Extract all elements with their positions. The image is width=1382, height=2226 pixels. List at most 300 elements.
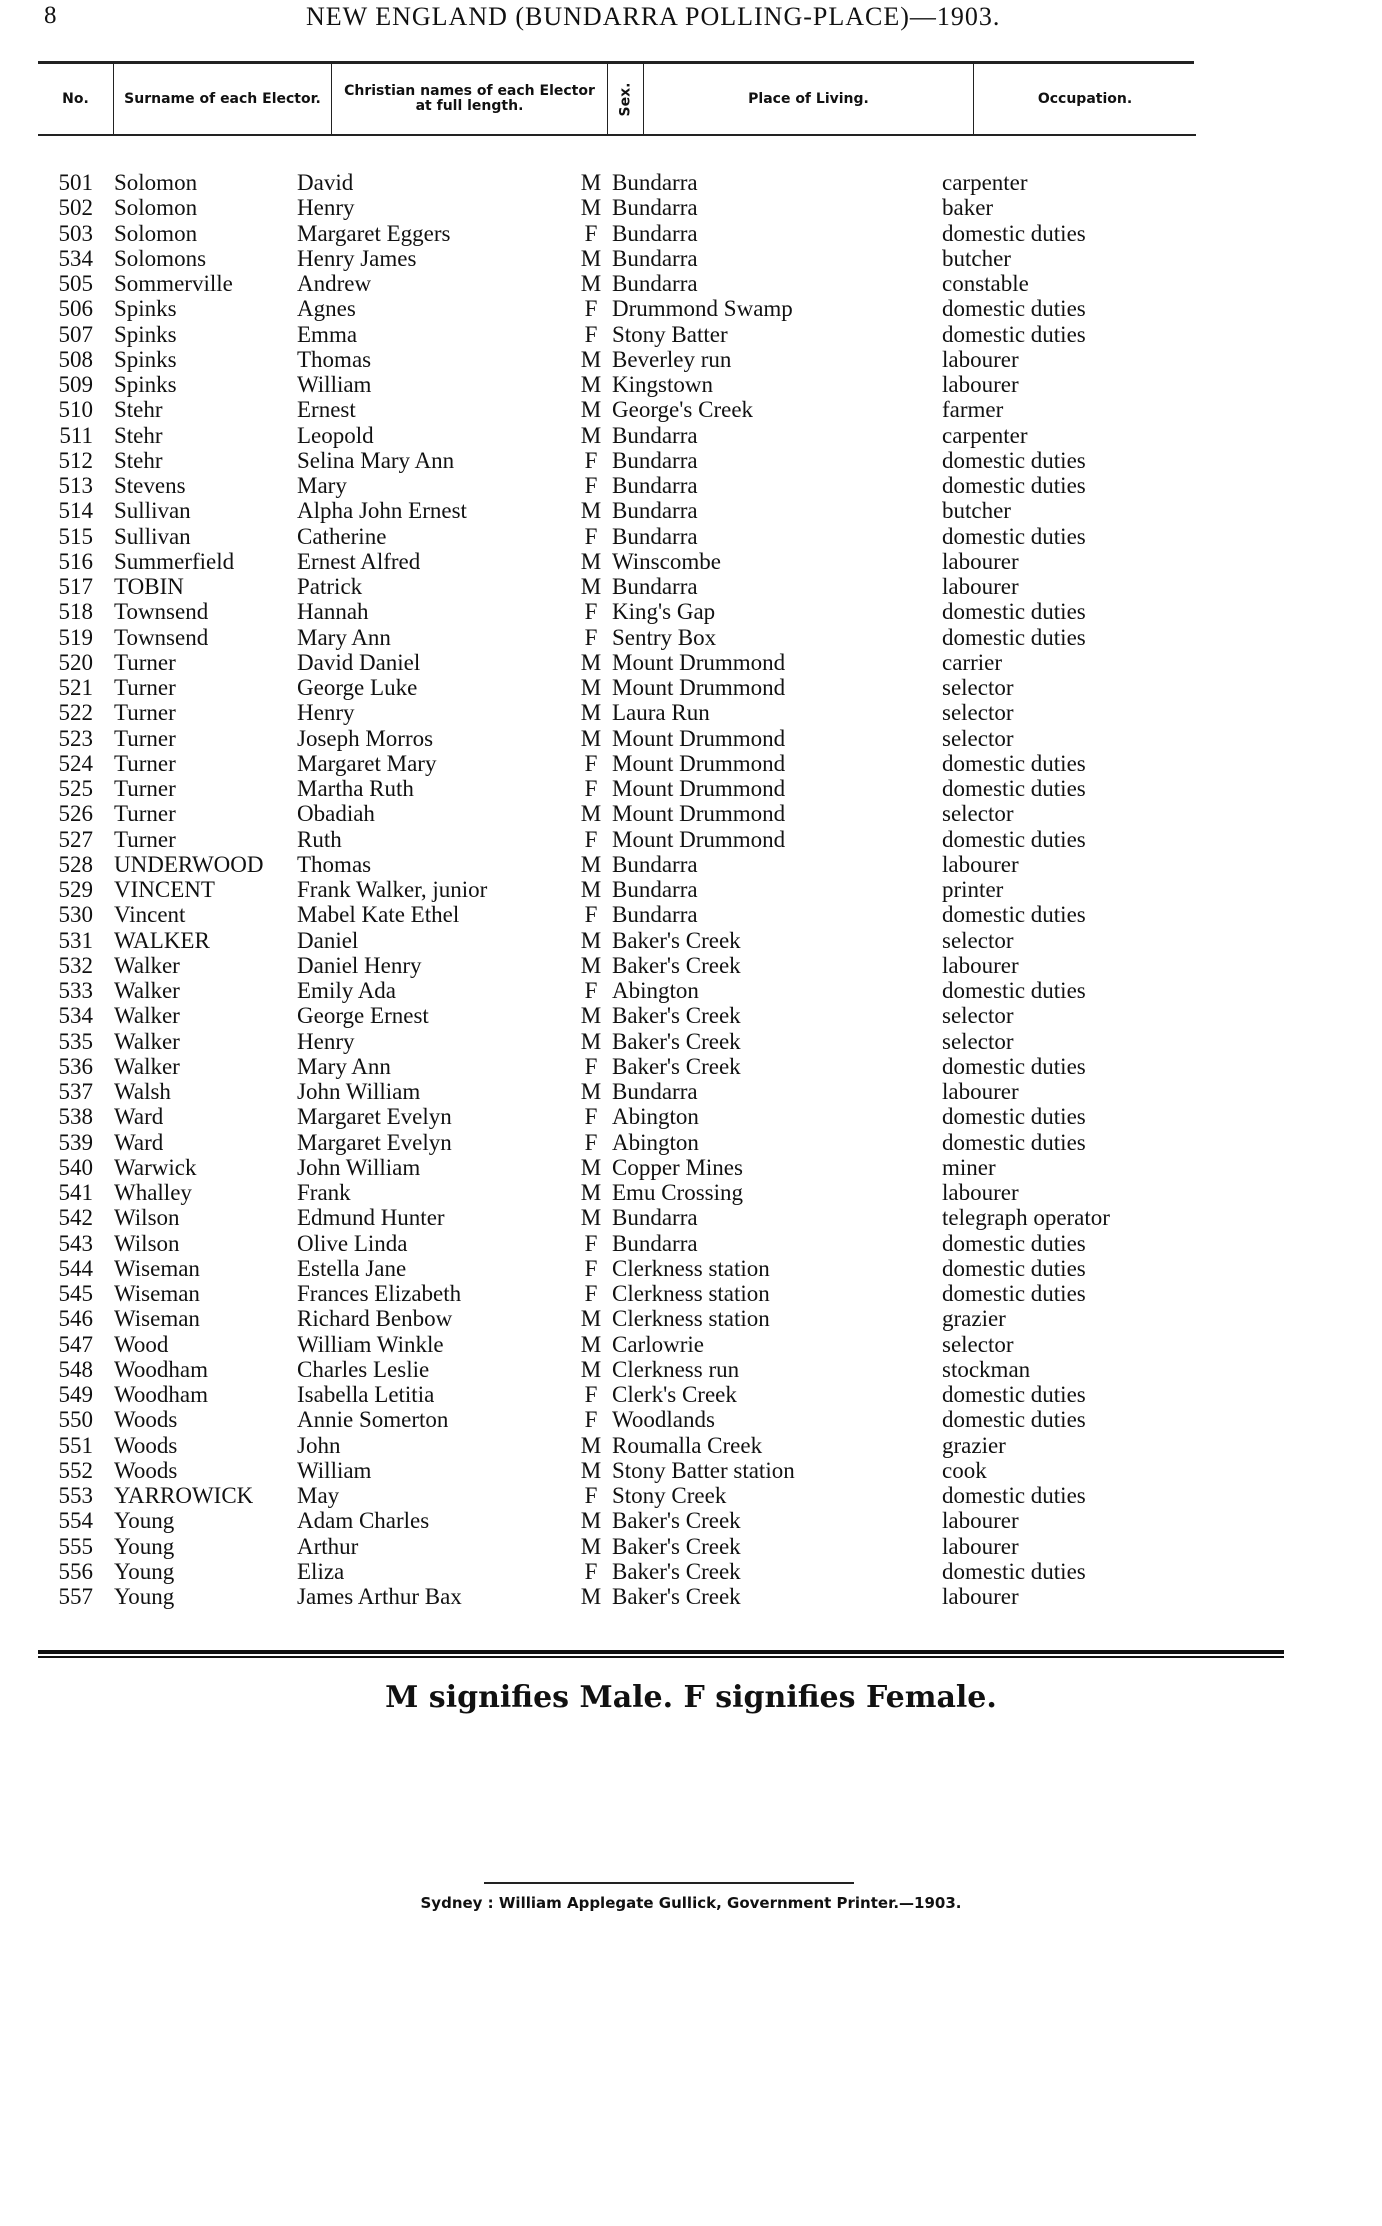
elector-sex: M — [580, 1584, 602, 1609]
column-header-surname: Surname of each Elector. — [114, 64, 332, 134]
elector-sex: M — [580, 927, 602, 953]
elector-surname: Woods — [114, 1432, 178, 1458]
elector-occupation: domestic duties — [942, 473, 1086, 498]
elector-number: 513 — [58, 473, 93, 498]
elector-christian-names: Hannah — [297, 599, 369, 625]
elector-occupation: labourer — [942, 1508, 1019, 1534]
elector-occupation: butcher — [942, 245, 1011, 271]
elector-sex: M — [580, 851, 602, 877]
elector-sex: M — [580, 700, 602, 726]
elector-christian-names: John William — [297, 1079, 421, 1104]
elector-sex: F — [584, 473, 598, 498]
elector-number: 530 — [58, 902, 93, 928]
elector-christian-names: Margaret Eggers — [297, 220, 451, 246]
elector-place: Mount Drummond — [612, 750, 786, 776]
elector-number: 534 — [58, 1003, 93, 1029]
elector-christian-names: Ernest Alfred — [297, 548, 421, 574]
elector-christian-names: Mary Ann — [297, 624, 391, 650]
elector-sex: F — [584, 220, 598, 246]
elector-occupation: baker — [942, 195, 994, 221]
elector-sex: M — [580, 372, 602, 397]
table-row — [0, 700, 1382, 725]
elector-surname: Stehr — [114, 447, 163, 473]
elector-sex: F — [584, 1230, 598, 1256]
elector-place: King's Gap — [612, 599, 716, 625]
elector-sex: F — [584, 1407, 598, 1433]
elector-number: 517 — [58, 574, 93, 599]
elector-occupation: carpenter — [942, 170, 1028, 195]
elector-number: 509 — [58, 372, 93, 397]
elector-number: 537 — [58, 1079, 93, 1104]
elector-occupation: butcher — [942, 498, 1011, 524]
elector-surname: Ward — [114, 1104, 164, 1130]
table-row — [0, 1534, 1382, 1559]
elector-place: Clerkness run — [612, 1356, 740, 1382]
elector-place: Bundarra — [612, 877, 698, 902]
elector-number: 519 — [58, 624, 93, 650]
elector-occupation: domestic duties — [942, 902, 1086, 928]
table-row — [0, 271, 1382, 296]
elector-place: Mount Drummond — [612, 675, 786, 700]
elector-place: Bundarra — [612, 523, 698, 549]
page-number: 8 — [44, 2, 57, 29]
elector-surname: Townsend — [114, 599, 209, 625]
table-bottom-rule-thin — [38, 1656, 1284, 1658]
elector-number: 525 — [58, 776, 93, 801]
elector-place: Mount Drummond — [612, 801, 786, 827]
elector-christian-names: Annie Somerton — [297, 1407, 449, 1433]
elector-christian-names: Olive Linda — [297, 1230, 408, 1256]
elector-occupation: labourer — [942, 1079, 1019, 1104]
elector-number: 541 — [58, 1180, 93, 1205]
elector-place: Stony Batter station — [612, 1457, 795, 1483]
elector-place: Bundarra — [612, 447, 698, 473]
table-row — [0, 296, 1382, 321]
elector-occupation: labourer — [942, 574, 1019, 599]
elector-surname: Young — [114, 1558, 175, 1584]
elector-number: 506 — [58, 296, 93, 322]
elector-christian-names: Isabella Letitia — [297, 1382, 435, 1407]
elector-surname: Spinks — [114, 296, 177, 322]
elector-christian-names: Margaret Mary — [297, 750, 437, 776]
elector-number: 542 — [58, 1205, 93, 1231]
elector-occupation: labourer — [942, 1180, 1019, 1205]
elector-number: 526 — [58, 801, 93, 827]
elector-number: 555 — [58, 1533, 93, 1559]
elector-occupation: labourer — [942, 851, 1019, 877]
elector-occupation: labourer — [942, 372, 1019, 397]
elector-number: 511 — [59, 422, 93, 448]
table-row — [0, 751, 1382, 776]
elector-place: Woodlands — [612, 1407, 715, 1433]
elector-christian-names: Frank — [297, 1180, 351, 1205]
elector-surname: Young — [114, 1533, 175, 1559]
table-row — [0, 978, 1382, 1003]
elector-sex: M — [580, 649, 602, 675]
table-row — [0, 221, 1382, 246]
elector-place: Baker's Creek — [612, 1584, 741, 1609]
column-header-occupation: Occupation. — [1037, 90, 1133, 107]
table-row — [0, 246, 1382, 271]
table-row — [0, 1357, 1382, 1382]
elector-number: 522 — [58, 700, 93, 726]
elector-christian-names: Obadiah — [297, 801, 375, 827]
table-row — [0, 1029, 1382, 1054]
elector-place: Bundarra — [612, 195, 698, 221]
elector-occupation: carpenter — [942, 422, 1028, 448]
elector-christian-names: Adam Charles — [297, 1508, 430, 1534]
elector-christian-names: Agnes — [297, 296, 356, 322]
elector-number: 532 — [58, 952, 93, 978]
elector-sex: F — [584, 750, 598, 776]
elector-place: Bundarra — [612, 245, 698, 271]
elector-number: 547 — [58, 1331, 93, 1357]
elector-sex: M — [580, 877, 602, 902]
elector-christian-names: Daniel — [297, 927, 359, 953]
elector-christian-names: Eliza — [297, 1558, 345, 1584]
elector-number: 554 — [58, 1508, 93, 1534]
elector-place: Baker's Creek — [612, 1028, 741, 1054]
elector-number: 539 — [58, 1129, 93, 1155]
elector-place: Mount Drummond — [612, 725, 786, 751]
elector-surname: Stehr — [114, 422, 163, 448]
elector-surname: Solomon — [114, 170, 198, 195]
elector-occupation: selector — [942, 927, 1014, 953]
elector-place: Bundarra — [612, 574, 698, 599]
elector-sex: F — [584, 523, 598, 549]
elector-christian-names: Henry — [297, 1028, 355, 1054]
table-row — [0, 1433, 1382, 1458]
elector-christian-names: Mary — [297, 473, 347, 498]
elector-number: 503 — [58, 220, 93, 246]
elector-surname: Walker — [114, 1028, 180, 1054]
elector-christian-names: Charles Leslie — [297, 1356, 430, 1382]
elector-surname: UNDERWOOD — [114, 851, 264, 877]
elector-christian-names: John — [297, 1432, 341, 1458]
elector-occupation: carrier — [942, 649, 1002, 675]
elector-christian-names: Margaret Evelyn — [297, 1129, 452, 1155]
elector-surname: Sullivan — [114, 523, 191, 549]
elector-sex: M — [580, 271, 602, 296]
elector-sex: F — [584, 1104, 598, 1130]
elector-place: Drummond Swamp — [612, 296, 793, 322]
elector-occupation: selector — [942, 801, 1014, 827]
elector-christian-names: Henry — [297, 195, 355, 221]
elector-sex: F — [584, 1382, 598, 1407]
elector-surname: Young — [114, 1584, 175, 1609]
elector-christian-names: William Winkle — [297, 1331, 444, 1357]
elector-christian-names: Frank Walker, junior — [297, 877, 488, 902]
elector-place: Bundarra — [612, 220, 698, 246]
table-row — [0, 1458, 1382, 1483]
elector-surname: Turner — [114, 776, 176, 801]
elector-surname: Wood — [114, 1331, 169, 1357]
elector-number: 507 — [58, 321, 93, 347]
elector-occupation: selector — [942, 725, 1014, 751]
table-row — [0, 1079, 1382, 1104]
elector-sex: M — [580, 245, 602, 271]
elector-surname: Walsh — [114, 1079, 171, 1104]
elector-occupation: domestic duties — [942, 447, 1086, 473]
elector-surname: Turner — [114, 700, 176, 726]
elector-sex: F — [584, 1053, 598, 1079]
elector-christian-names: Estella Jane — [297, 1255, 407, 1281]
elector-christian-names: Daniel Henry — [297, 952, 422, 978]
elector-sex: F — [584, 826, 598, 852]
elector-sex: F — [584, 599, 598, 625]
elector-number: 501 — [58, 170, 93, 195]
elector-place: Baker's Creek — [612, 1053, 741, 1079]
elector-number: 534 — [58, 245, 93, 271]
elector-number: 552 — [58, 1457, 93, 1483]
table-bottom-rule — [38, 1650, 1284, 1654]
elector-christian-names: John William — [297, 1154, 421, 1180]
elector-place: Sentry Box — [612, 624, 717, 650]
elector-place: Baker's Creek — [612, 952, 741, 978]
elector-surname: Walker — [114, 978, 180, 1003]
elector-occupation: domestic duties — [942, 624, 1086, 650]
elector-occupation: labourer — [942, 346, 1019, 372]
elector-christian-names: Arthur — [297, 1533, 359, 1559]
elector-number: 548 — [58, 1356, 93, 1382]
table-row — [0, 423, 1382, 448]
elector-place: George's Creek — [612, 397, 754, 423]
elector-place: Stony Creek — [612, 1483, 727, 1508]
elector-surname: Ward — [114, 1129, 164, 1155]
elector-place: Baker's Creek — [612, 1508, 741, 1534]
elector-number: 523 — [58, 725, 93, 751]
elector-number: 535 — [58, 1028, 93, 1054]
table-row — [0, 170, 1382, 195]
elector-surname: Whalley — [114, 1180, 192, 1205]
elector-occupation: domestic duties — [942, 1129, 1086, 1155]
elector-place: Bundarra — [612, 1205, 698, 1231]
elector-occupation: domestic duties — [942, 523, 1086, 549]
elector-christian-names: Selina Mary Ann — [297, 447, 455, 473]
elector-surname: VINCENT — [114, 877, 215, 902]
elector-occupation: selector — [942, 1003, 1014, 1029]
elector-sex: M — [580, 498, 602, 524]
elector-surname: YARROWICK — [114, 1483, 254, 1508]
column-header-sex-label: Sex. — [617, 82, 633, 116]
elector-sex: M — [580, 397, 602, 423]
elector-number: 546 — [58, 1306, 93, 1332]
table-row — [0, 1205, 1382, 1230]
elector-sex: M — [580, 346, 602, 372]
table-row — [0, 852, 1382, 877]
elector-sex: M — [580, 574, 602, 599]
elector-christian-names: William — [297, 1457, 372, 1483]
elector-sex: M — [580, 1154, 602, 1180]
elector-sex: M — [580, 548, 602, 574]
elector-occupation: miner — [942, 1154, 996, 1180]
elector-surname: Spinks — [114, 346, 177, 372]
elector-number: 520 — [58, 649, 93, 675]
elector-number: 510 — [58, 397, 93, 423]
elector-occupation: cook — [942, 1457, 987, 1483]
elector-occupation: labourer — [942, 548, 1019, 574]
elector-number: 512 — [58, 447, 93, 473]
elector-place: Bundarra — [612, 902, 698, 928]
elector-place: Clerk's Creek — [612, 1382, 737, 1407]
table-row — [0, 1180, 1382, 1205]
elector-christian-names: Edmund Hunter — [297, 1205, 445, 1231]
elector-surname: Solomons — [114, 245, 207, 271]
elector-surname: Stehr — [114, 397, 163, 423]
elector-place: Mount Drummond — [612, 826, 786, 852]
printer-imprint: Sydney : William Applegate Gullick, Government Printer.—1903. — [420, 1894, 962, 1912]
elector-christian-names: Patrick — [297, 574, 363, 599]
elector-occupation: stockman — [942, 1356, 1031, 1382]
elector-place: Abington — [612, 1104, 699, 1130]
elector-surname: Townsend — [114, 624, 209, 650]
elector-number: 518 — [58, 599, 93, 625]
table-row — [0, 599, 1382, 624]
elector-sex: M — [580, 170, 602, 195]
elector-occupation: domestic duties — [942, 296, 1086, 322]
elector-place: Bundarra — [612, 422, 698, 448]
elector-surname: Warwick — [114, 1154, 197, 1180]
elector-christian-names: Henry James — [297, 245, 417, 271]
elector-sex: M — [580, 195, 602, 221]
elector-occupation: farmer — [942, 397, 1004, 423]
elector-place: Laura Run — [612, 700, 710, 726]
elector-christian-names: Frances Elizabeth — [297, 1281, 462, 1306]
elector-occupation: domestic duties — [942, 220, 1086, 246]
sex-legend: M signifies Male. F signifies Female. — [385, 1680, 997, 1715]
elector-sex: M — [580, 1079, 602, 1104]
elector-number: 557 — [58, 1584, 93, 1609]
running-head: NEW ENGLAND (BUNDARRA POLLING-PLACE)—1903. — [306, 2, 1001, 31]
elector-sex: M — [580, 675, 602, 700]
elector-number: 527 — [58, 826, 93, 852]
elector-surname: Woodham — [114, 1382, 208, 1407]
elector-place: Baker's Creek — [612, 1003, 741, 1029]
elector-place: Baker's Creek — [612, 927, 741, 953]
elector-surname: Young — [114, 1508, 175, 1534]
elector-sex: M — [580, 1457, 602, 1483]
elector-sex: F — [584, 1558, 598, 1584]
elector-sex: M — [580, 1331, 602, 1357]
elector-place: Copper Mines — [612, 1154, 743, 1180]
elector-surname: Spinks — [114, 372, 177, 397]
elector-place: Emu Crossing — [612, 1180, 743, 1205]
elector-surname: Solomon — [114, 195, 198, 221]
table-row — [0, 827, 1382, 852]
elector-sex: M — [580, 1028, 602, 1054]
elector-place: Bundarra — [612, 170, 698, 195]
table-row — [0, 1256, 1382, 1281]
elector-christian-names: George Luke — [297, 675, 418, 700]
elector-number: 550 — [58, 1407, 93, 1433]
elector-surname: Wiseman — [114, 1306, 200, 1332]
column-header-no: No. — [38, 64, 114, 134]
elector-sex: F — [584, 321, 598, 347]
elector-christian-names: Ernest — [297, 397, 356, 423]
elector-occupation: selector — [942, 1028, 1014, 1054]
elector-occupation: constable — [942, 271, 1029, 296]
elector-occupation: selector — [942, 700, 1014, 726]
table-row — [0, 1130, 1382, 1155]
elector-christian-names: Mabel Kate Ethel — [297, 902, 460, 928]
elector-christian-names: Alpha John Ernest — [297, 498, 467, 524]
elector-occupation: selector — [942, 675, 1014, 700]
elector-place: Mount Drummond — [612, 649, 786, 675]
elector-number: 536 — [58, 1053, 93, 1079]
elector-surname: Turner — [114, 826, 176, 852]
elector-sex: M — [580, 952, 602, 978]
elector-surname: Sommerville — [114, 271, 233, 296]
table-row — [0, 902, 1382, 927]
elector-number: 545 — [58, 1281, 93, 1306]
table-row — [0, 372, 1382, 397]
elector-occupation: domestic duties — [942, 776, 1086, 801]
elector-christian-names: Thomas — [297, 851, 372, 877]
elector-sex: M — [580, 1306, 602, 1332]
elector-surname: Turner — [114, 649, 176, 675]
elector-number: 505 — [58, 271, 93, 296]
elector-christian-names: Mary Ann — [297, 1053, 391, 1079]
elector-sex: M — [580, 1533, 602, 1559]
elector-sex: M — [580, 1356, 602, 1382]
elector-christian-names: Henry — [297, 700, 355, 726]
elector-sex: F — [584, 1281, 598, 1306]
elector-number: 515 — [58, 523, 93, 549]
table-row — [0, 776, 1382, 801]
elector-christian-names: Joseph Morros — [297, 725, 434, 751]
elector-place: Mount Drummond — [612, 776, 786, 801]
elector-christian-names: George Ernest — [297, 1003, 429, 1029]
elector-number: 516 — [58, 548, 93, 574]
elector-christian-names: David Daniel — [297, 649, 421, 675]
elector-occupation: domestic duties — [942, 1053, 1086, 1079]
elector-number: 508 — [58, 346, 93, 372]
elector-place: Bundarra — [612, 1230, 698, 1256]
table-row — [0, 1104, 1382, 1129]
elector-occupation: domestic duties — [942, 1104, 1086, 1130]
elector-occupation: domestic duties — [942, 1230, 1086, 1256]
elector-occupation: labourer — [942, 952, 1019, 978]
elector-occupation: domestic duties — [942, 1407, 1086, 1433]
elector-place: Kingstown — [612, 372, 713, 397]
elector-sex: F — [584, 1129, 598, 1155]
elector-place: Beverley run — [612, 346, 732, 372]
elector-sex: M — [580, 1432, 602, 1458]
elector-christian-names: Emily Ada — [297, 978, 397, 1003]
table-row — [0, 1584, 1382, 1609]
table-row — [0, 625, 1382, 650]
elector-surname: Spinks — [114, 321, 177, 347]
table-row — [0, 877, 1382, 902]
elector-place: Clerkness station — [612, 1281, 770, 1306]
elector-place: Bundarra — [612, 498, 698, 524]
table-row — [0, 397, 1382, 422]
elector-christian-names: Leopold — [297, 422, 374, 448]
elector-occupation: domestic duties — [942, 1281, 1086, 1306]
elector-place: Bundarra — [612, 473, 698, 498]
table-row — [0, 1003, 1382, 1028]
elector-place: Baker's Creek — [612, 1533, 741, 1559]
elector-place: Roumalla Creek — [612, 1432, 763, 1458]
elector-occupation: selector — [942, 1331, 1014, 1357]
elector-number: 556 — [58, 1558, 93, 1584]
table-row — [0, 473, 1382, 498]
elector-christian-names: Martha Ruth — [297, 776, 414, 801]
elector-number: 521 — [58, 675, 93, 700]
elector-occupation: domestic duties — [942, 1382, 1086, 1407]
table-row — [0, 1306, 1382, 1331]
elector-surname: Walker — [114, 1053, 180, 1079]
